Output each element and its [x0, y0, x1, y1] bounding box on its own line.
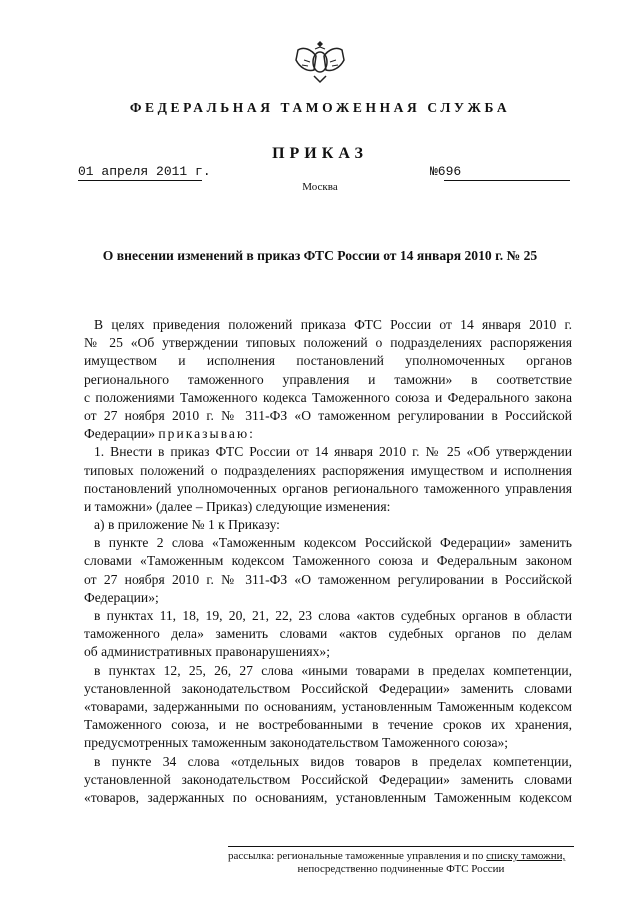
- body-line: [84, 425, 572, 443]
- city: Москва: [302, 181, 338, 193]
- body-line: с положениями Таможенного кодекса Таможенного союза и Федерального закона: [84, 389, 572, 405]
- body-line: Таможенного союза, и не востребованными в течение сроков их хранения,: [84, 717, 572, 733]
- distribution-note: [228, 846, 574, 875]
- body-line: установленной законодательством Российской Федерации» заменить словами: [84, 771, 572, 787]
- body-line: Федерации»;: [84, 589, 159, 605]
- body-line: регионального таможенного управления и таможни» в соответствие: [84, 371, 572, 387]
- body-line: № 25 «Об утверждении типовых положений о подразделениях распоряжения: [84, 335, 572, 351]
- body-line: таможенного дела» заменить словами «актов судебных органов по делам: [84, 626, 572, 642]
- body-line: словами «Таможенным кодексом Таможенного союза и Федеральным законом: [84, 553, 572, 569]
- body-line: «товарами, задержанными по основаниям, установленным Таможенным кодексом: [84, 698, 572, 714]
- customs-list-link[interactable]: списку таможни,: [486, 850, 566, 862]
- state-emblem-icon: [290, 38, 350, 86]
- body-line: установленной законодательством Российской Федерации» заменить словами: [84, 680, 572, 696]
- agency-name: ФЕДЕРАЛЬНАЯ ТАМОЖЕННАЯ СЛУЖБА: [129, 100, 511, 115]
- distribution-line: [228, 850, 574, 862]
- distribution-prefix: рассылка: региональные таможенные управления и по: [228, 850, 484, 862]
- body-line: об административных правонарушениях»;: [84, 644, 330, 660]
- body-line: в пунктах 12, 25, 26, 27 слова «иными товарами в пределах компетенции,: [94, 662, 572, 678]
- order-body: [84, 316, 572, 807]
- body-line: а) в приложение № 1 к Приказу:: [94, 517, 280, 533]
- body-line: постановлений уполномоченных органов регионального таможенного управления: [84, 480, 572, 496]
- body-line: предусмотренных таможенным законодательством Таможенного союза»;: [84, 735, 509, 751]
- order-title: ПРИКАЗ: [272, 145, 368, 162]
- body-line: имуществом и исполнения постановлений уполномоченных органов: [84, 353, 572, 369]
- body-text: Федерации»: [84, 426, 155, 442]
- body-line: в пункте 34 слова «отдельных видов товаров в пределах компетенции,: [94, 753, 572, 769]
- body-line: от 27 ноября 2010 г. № 311-ФЗ «О таможенном регулировании в Российской: [84, 407, 572, 423]
- order-date: 01 апреля 2011 г.: [78, 164, 211, 179]
- distribution-line: непосредственно подчиненные ФТС России: [297, 863, 505, 875]
- body-line: типовых положений о подразделениях распоряжения имуществом и исполнения: [84, 462, 572, 478]
- order-verb: приказываю:: [158, 426, 255, 442]
- body-line: «товаров, задержанных по основаниям, установленным Таможенным кодексом: [84, 789, 572, 805]
- order-heading: О внесении изменений в приказ ФТС России от 14 января 2010 г. № 25: [102, 248, 538, 263]
- body-line: в пунктах 11, 18, 19, 20, 21, 22, 23 слова «актов судебных органов в области: [94, 608, 572, 623]
- body-line: 1. Внести в приказ ФТС России от 14 января 2010 г. № 25 «Об утверждении: [94, 444, 572, 460]
- order-number: №696: [430, 164, 462, 179]
- body-line: и таможни» (далее – Приказ) следующие изменения:: [84, 498, 391, 514]
- body-line: В целях приведения положений приказа ФТС России от 14 января 2010 г.: [94, 317, 572, 332]
- body-line: от 27 ноября 2010 г. № 311-ФЗ «О таможенном регулировании в Российской: [84, 571, 572, 587]
- body-line: в пункте 2 слова «Таможенным кодексом Российской Федерации» заменить: [94, 535, 572, 551]
